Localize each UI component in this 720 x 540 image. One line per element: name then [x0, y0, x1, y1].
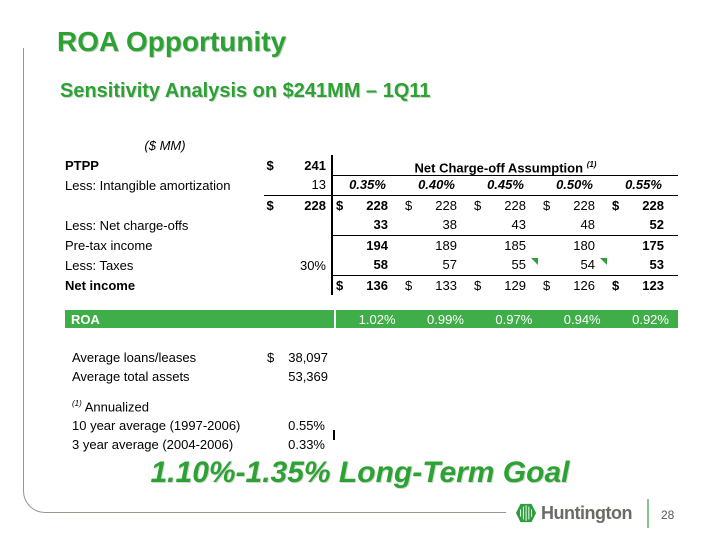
row-left-value	[264, 175, 332, 196]
page-number: 28	[661, 508, 675, 522]
pct-header-cell: 0.55%	[625, 177, 662, 192]
huntington-logo-icon	[515, 502, 537, 524]
page-title: ROA Opportunity	[57, 26, 287, 57]
table-cell: 58	[373, 257, 388, 272]
footnote-line	[72, 435, 325, 454]
roa-value: 0.97%	[495, 311, 533, 327]
dollar-sign: $	[267, 350, 275, 365]
assumption-cells	[331, 215, 678, 236]
stat-row	[72, 348, 333, 367]
pct-header-cell: 0.45%	[487, 177, 524, 192]
footnote-marker: (1)	[72, 398, 82, 408]
footnote-word: Annualized	[84, 399, 150, 415]
green-flag-icon	[600, 258, 607, 265]
row-left-value	[264, 195, 332, 215]
sensitivity-table	[65, 135, 678, 295]
table-row-taxes	[65, 255, 678, 275]
roa-value: 0.94%	[563, 311, 601, 327]
assumption-header-text: Net Charge-off Assumption	[414, 159, 584, 175]
table-cell: 175	[642, 237, 664, 253]
table-cell: 54	[540, 255, 609, 275]
dollar-sign: $	[266, 197, 274, 213]
row-left-value	[264, 215, 332, 235]
row-label: Pre-tax income	[65, 237, 153, 253]
row-label: Less: Net charge-offs	[65, 217, 189, 233]
table-cell: 33	[373, 217, 388, 232]
table-cell: 43	[511, 217, 526, 232]
dollar-sign: $	[405, 277, 413, 293]
table-cell: $ 126	[540, 275, 609, 295]
assumption-cells	[331, 235, 678, 255]
green-flag-icon	[531, 258, 538, 265]
footnote-block	[72, 397, 325, 454]
row-label: PTPP	[65, 157, 99, 173]
footer-divider	[647, 499, 649, 528]
pct-header-cell: 0.50%	[556, 177, 593, 192]
tax-rate: 30%	[299, 257, 326, 273]
stat-value-box	[265, 369, 333, 384]
dollar-sign: $	[543, 277, 551, 293]
table-cell: 194	[366, 237, 388, 253]
stat-label: Average loans/leases	[72, 350, 197, 365]
subtotal-value: 228	[304, 197, 326, 213]
table-cell: $ 136	[333, 275, 402, 295]
row-left-value	[264, 275, 332, 295]
dollar-sign: $	[474, 277, 482, 293]
row-label: Less: Intangible amortization	[65, 177, 231, 193]
intangible-value: 13	[311, 177, 326, 192]
table-cell: 185	[504, 237, 526, 253]
dollar-sign: $	[474, 197, 482, 213]
units-label: ($ MM)	[144, 137, 186, 153]
dollar-sign: $	[612, 197, 620, 213]
pct-header-cell: 0.35%	[349, 177, 386, 192]
dollar-sign: $	[543, 197, 551, 213]
table-cell: $ 228	[471, 195, 540, 215]
roa-value: 0.92%	[632, 311, 669, 327]
assumption-cells	[331, 255, 678, 276]
footnote-text	[72, 399, 149, 414]
table-cell: 48	[580, 217, 595, 232]
assumption-cells	[331, 195, 678, 215]
footnote-value: 0.55%	[288, 418, 325, 433]
table-cell: $ 228	[609, 195, 678, 215]
table-row-intangible	[65, 175, 678, 195]
row-label: Less: Taxes	[65, 257, 134, 273]
roa-highlight-bar	[65, 310, 678, 328]
footnote-label: 10 year average (1997-2006)	[72, 418, 241, 433]
stat-label: Average total assets	[72, 369, 190, 384]
table-cell: $ 123	[609, 275, 678, 295]
table-cell: $ 228	[540, 195, 609, 215]
ptpp-value: 241	[304, 157, 326, 173]
stat-value: 38,097	[288, 350, 328, 365]
row-label: Net income	[65, 277, 136, 293]
assumption-header-area	[331, 155, 678, 176]
table-cell: 57	[442, 257, 457, 272]
table-cell: 55	[471, 255, 540, 275]
long-term-goal-text: 1.10%-1.35% Long-Term Goal	[150, 456, 570, 489]
table-cell: $ 228	[402, 195, 471, 215]
footnote-line	[72, 416, 325, 435]
column-divider-extension	[333, 430, 335, 440]
table-cell: $ 133	[402, 275, 471, 295]
slide-subtitle: Sensitivity Analysis on $241MM – 1Q11	[60, 80, 431, 102]
stat-value-box	[265, 350, 333, 365]
table-row-ptpp	[65, 155, 678, 175]
table-row-netincome	[65, 275, 678, 295]
table-cell: $ 228	[333, 195, 402, 215]
row-left-value	[264, 235, 332, 255]
brand-name: Huntington	[541, 503, 632, 523]
assumption-header	[333, 155, 678, 175]
footnote-marker: (1)	[586, 159, 597, 169]
table-cell: 52	[649, 217, 664, 232]
table-row-nco	[65, 215, 678, 235]
table-cell: 38	[442, 217, 457, 232]
table-row-pretax	[65, 235, 678, 255]
footnote-title-row	[72, 397, 325, 416]
stat-row	[72, 367, 333, 386]
dollar-sign: $	[266, 157, 274, 173]
pct-header-row	[331, 175, 678, 196]
dollar-sign: $	[612, 277, 620, 293]
dollar-sign: $	[405, 197, 413, 213]
table-cell: 189	[435, 237, 457, 253]
averages-block	[72, 348, 333, 386]
roa-value: 1.02%	[358, 311, 396, 327]
table-cell: 53	[649, 257, 664, 272]
footnote-value: 0.33%	[288, 437, 325, 452]
table-row-subtotal	[65, 195, 678, 215]
row-left-value	[264, 255, 332, 275]
assumption-cells	[331, 275, 678, 295]
roa-label: ROA	[65, 310, 336, 328]
dollar-sign: $	[336, 197, 344, 213]
table-cell: $ 129	[471, 275, 540, 295]
dollar-sign: $	[336, 277, 344, 293]
table-cell: 180	[573, 237, 595, 253]
footnote-label: 3 year average (2004-2006)	[72, 437, 234, 452]
roa-value: 0.99%	[427, 311, 464, 327]
pct-header-cell: 0.40%	[418, 177, 455, 192]
stat-value: 53,369	[288, 369, 328, 384]
row-left-value	[264, 155, 332, 175]
table-row-units	[65, 135, 678, 155]
